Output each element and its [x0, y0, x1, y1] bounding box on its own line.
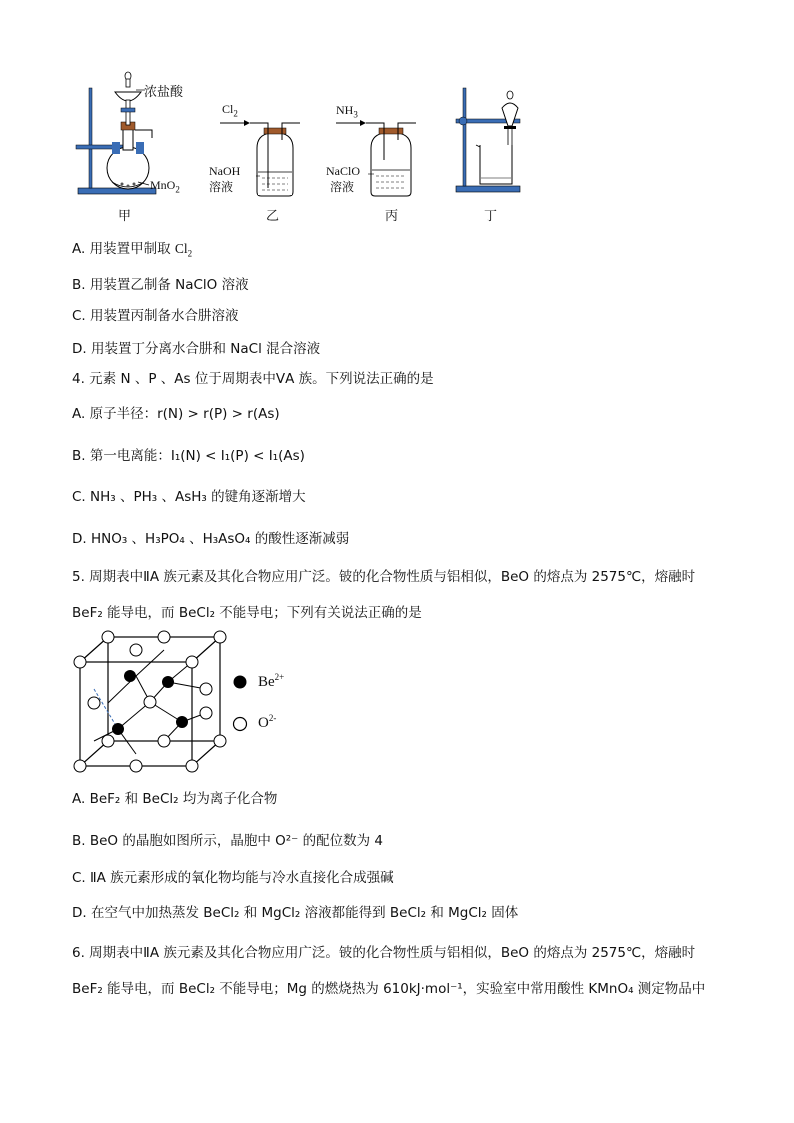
bing-solution-label-2: 溶液 — [330, 180, 355, 194]
yi-gas-label: $Cl_2$ — [222, 102, 238, 119]
be-legend-marker — [234, 676, 247, 689]
q5-option-d: D. 在空气中加热蒸发 BeCl₂ 和 MgCl₂ 溶液都能得到 BeCl₂ 和 MgCl₂ 固体 — [72, 905, 519, 921]
bing-gas-label: $NH_3$ — [336, 103, 358, 120]
q4-option-d: D. HNO₃ 、H₃PO₄ 、H₃AsO₄ 的酸性逐渐减弱 — [72, 531, 350, 547]
o-legend-marker — [234, 718, 247, 731]
bing-solution-label: NaClO — [326, 164, 360, 178]
jia-label: 甲 — [118, 209, 132, 224]
ding-label: 丁 — [484, 209, 498, 224]
q3-option-b: B. 用装置乙制备 NaClO 溶液 — [72, 277, 249, 293]
jia-acid-label: 浓盐酸 — [144, 85, 184, 100]
q5-option-a: A. BeF₂ 和 BeCl₂ 均为离子化合物 — [72, 791, 278, 807]
q6-stem-line2: BeF₂ 能导电，而 BeCl₂ 不能导电；Mg 的燃烧热为 610kJ·mol⁻¹，实验室中常用酸性 KMnO₄ 测定物品中 — [72, 981, 706, 997]
o-legend-label: $O^{2-}$ — [258, 713, 277, 731]
jia-solid-label: MnO$_2$ — [150, 178, 180, 195]
q3-option-a: A. 用装置甲制取 $Cl_2$ — [72, 241, 193, 259]
q4-stem: 4. 元素 N 、P 、As 位于周期表中ⅤA 族。下列说法正确的是 — [72, 371, 434, 387]
q3-option-d: D. 用装置丁分离水合肼和 NaCl 混合溶液 — [72, 341, 321, 357]
q5-option-c: C. ⅡA 族元素形成的氧化物均能与冷水直接化合成强碱 — [72, 870, 394, 886]
q4-option-a: A. 原子半径：r(N) > r(P) > r(As) — [72, 406, 280, 422]
q3-option-c: C. 用装置丙制备水合肼溶液 — [72, 308, 239, 324]
q5-option-b: B. BeO 的晶胞如图所示，晶胞中 O²⁻ 的配位数为 4 — [72, 833, 383, 849]
q5-stem-line2: BeF₂ 能导电，而 BeCl₂ 不能导电；下列有关说法正确的是 — [72, 605, 422, 621]
yi-solution-label: NaOH — [209, 164, 241, 178]
yi-label: 乙 — [266, 209, 280, 224]
yi-solution-label-2: 溶液 — [209, 180, 234, 194]
q5-stem-line1: 5. 周期表中ⅡA 族元素及其化合物应用广泛。铍的化合物性质与铝相似，BeO 的熔点为 2575℃，熔融时 — [72, 569, 696, 585]
bing-label: 丙 — [385, 209, 399, 224]
q6-stem-line1: 6. 周期表中ⅡA 族元素及其化合物应用广泛。铍的化合物性质与铝相似，BeO 的熔点为 2575℃，熔融时 — [72, 945, 696, 961]
q4-option-c: C. NH₃ 、PH₃ 、AsH₃ 的键角逐渐增大 — [72, 489, 306, 505]
be-legend-label: $Be^{2+}$ — [258, 672, 285, 690]
q4-option-b: B. 第一电离能：I₁(N) < I₁(P) < I₁(As) — [72, 448, 305, 464]
